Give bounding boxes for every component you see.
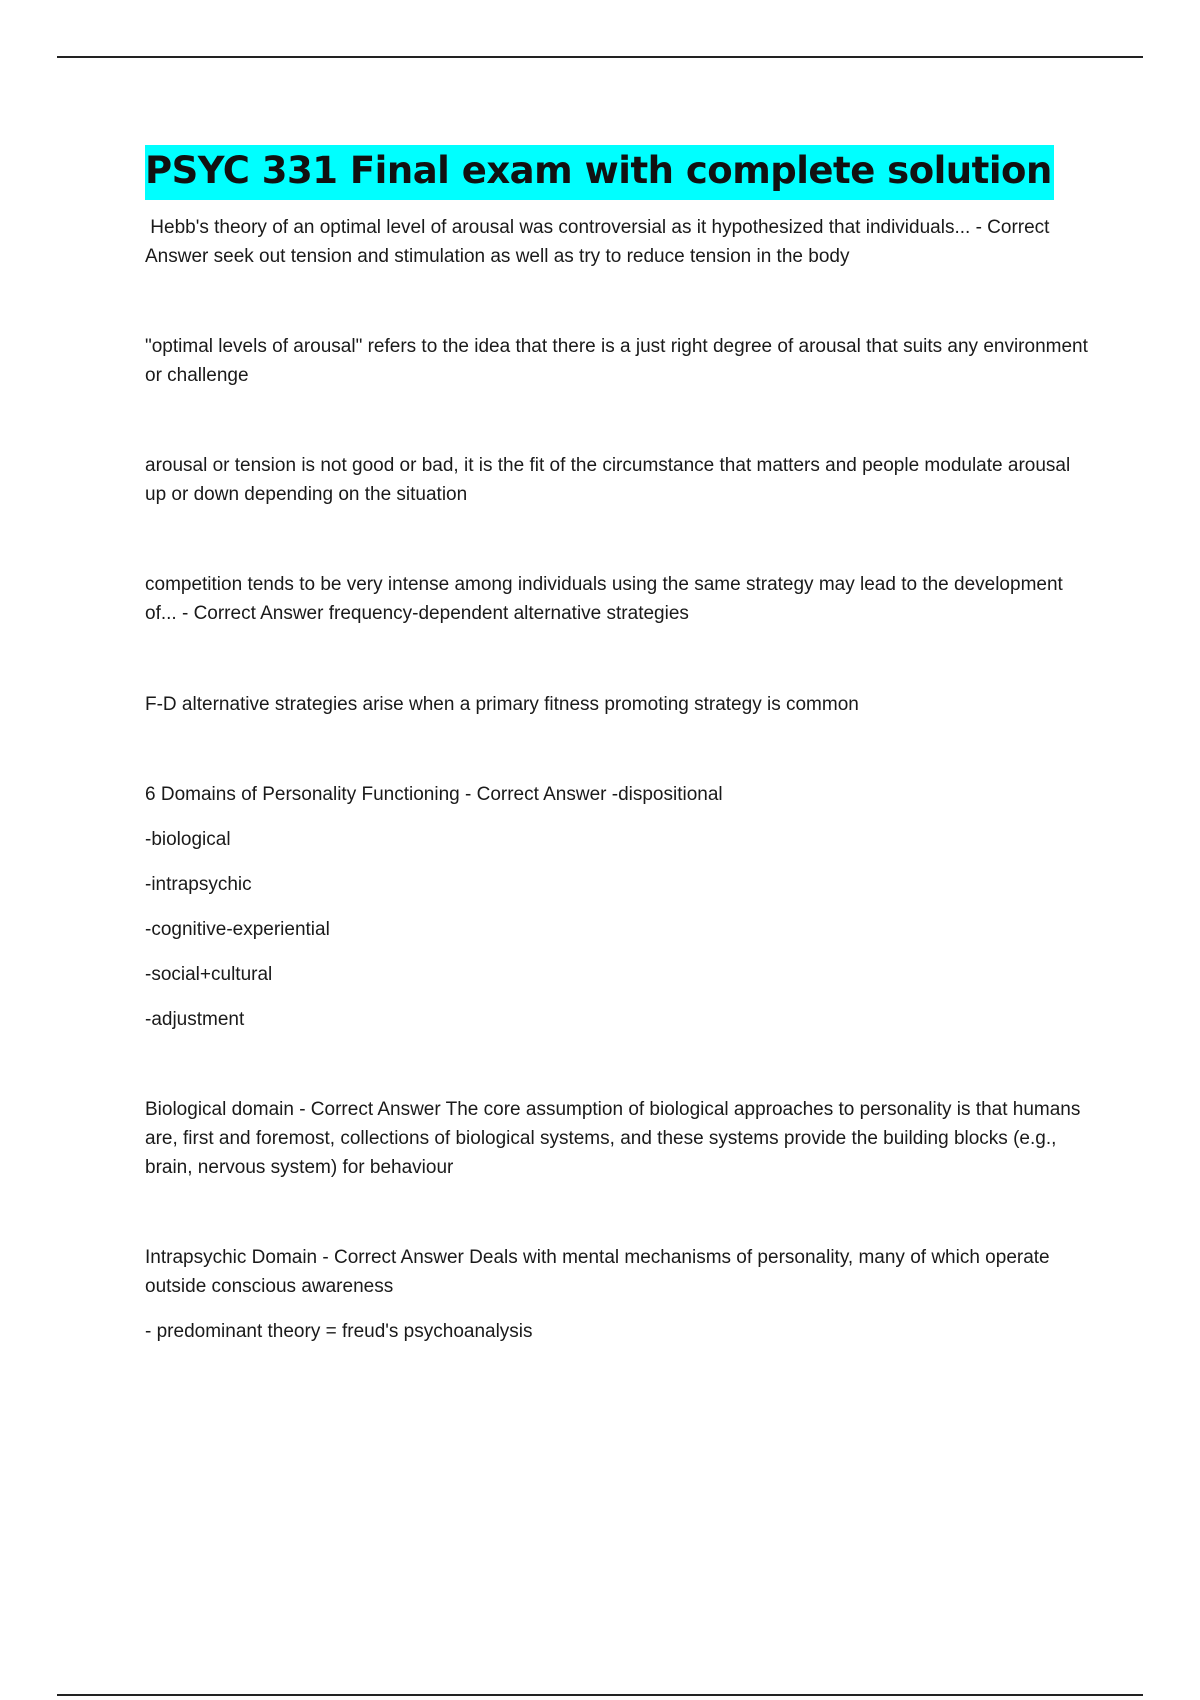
- note-fd-strategies: F-D alternative strategies arise when a primary fitness promoting strategy is common: [145, 694, 859, 715]
- qa-hebb-theory: Hebb's theory of an optimal level of arousal was controversial as it hypothesized that individuals... - Correct Answer seek out tension and stimulation as well as try to reduce tension in the body: [145, 217, 1054, 267]
- qa-intrapsychic-domain: Intrapsychic Domain - Correct Answer Deals with mental mechanisms of personality, many of which operate outside conscious awareness: [145, 1247, 1055, 1297]
- qa-six-domains: 6 Domains of Personality Functioning - Correct Answer -dispositional: [145, 784, 723, 805]
- list-item: -adjustment: [145, 1009, 245, 1030]
- document-title: PSYC 331 Final exam with complete solution: [145, 145, 1054, 200]
- note-optimal-arousal: "optimal levels of arousal" refers to the idea that there is a just right degree of arousal that suits any environment or challenge: [145, 336, 1094, 386]
- document-body: [145, 145, 1094, 1346]
- note-arousal-fit: arousal or tension is not good or bad, it is the fit of the circumstance that matters and people modulate arousal up or down depending on the situation: [145, 455, 1076, 505]
- domain-list: [145, 825, 1090, 1034]
- qa-biological-domain: Biological domain - Correct Answer The core assumption of biological approaches to personality is that humans are, first and foremost, collections of biological systems, and these systems provide the building blocks (e.g., brain, nervous system) for behaviour: [145, 1099, 1086, 1178]
- list-item: -intrapsychic: [145, 874, 252, 895]
- list-item: -cognitive-experiential: [145, 919, 330, 940]
- list-item: -social+cultural: [145, 964, 273, 985]
- qa-competition-strategies: competition tends to be very intense among individuals using the same strategy may lead to the development of... - Correct Answer frequency-dependent alternative strategies: [145, 574, 1069, 624]
- bottom-rule: [57, 1694, 1143, 1696]
- note-predominant-theory: - predominant theory = freud's psychoanalysis: [145, 1321, 533, 1342]
- list-item: -biological: [145, 829, 231, 850]
- top-rule: [57, 56, 1143, 58]
